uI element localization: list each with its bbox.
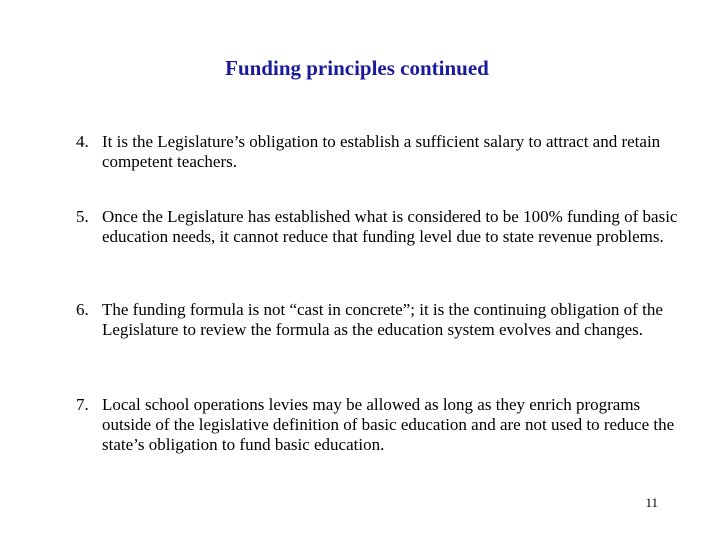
- list-item: [76, 132, 686, 172]
- page-number: 11: [645, 495, 658, 510]
- item-number: 5.: [76, 207, 89, 226]
- list-item: [76, 207, 686, 247]
- list-item: [76, 300, 686, 340]
- item-text: Local school operations levies may be allowed as long as they enrich programs outside of the legislative definition of basic education and are not used to reduce the state’s obligation to fund basic education.: [102, 395, 675, 454]
- item-text: The funding formula is not “cast in concrete”; it is the continuing obligation of the Legislature to review the formula as the education system evolves and changes.: [102, 300, 663, 339]
- slide-title: Funding principles continued: [225, 56, 489, 80]
- item-number: 6.: [76, 300, 89, 319]
- item-number: 4.: [76, 132, 89, 151]
- item-text: It is the Legislature’s obligation to establish a sufficient salary to attract and retain competent teachers.: [102, 132, 661, 171]
- item-text: Once the Legislature has established what is considered to be 100% funding of basic education needs, it cannot reduce that funding level due to state revenue problems.: [102, 207, 678, 246]
- item-number: 7.: [76, 395, 89, 414]
- list-item: [76, 395, 686, 455]
